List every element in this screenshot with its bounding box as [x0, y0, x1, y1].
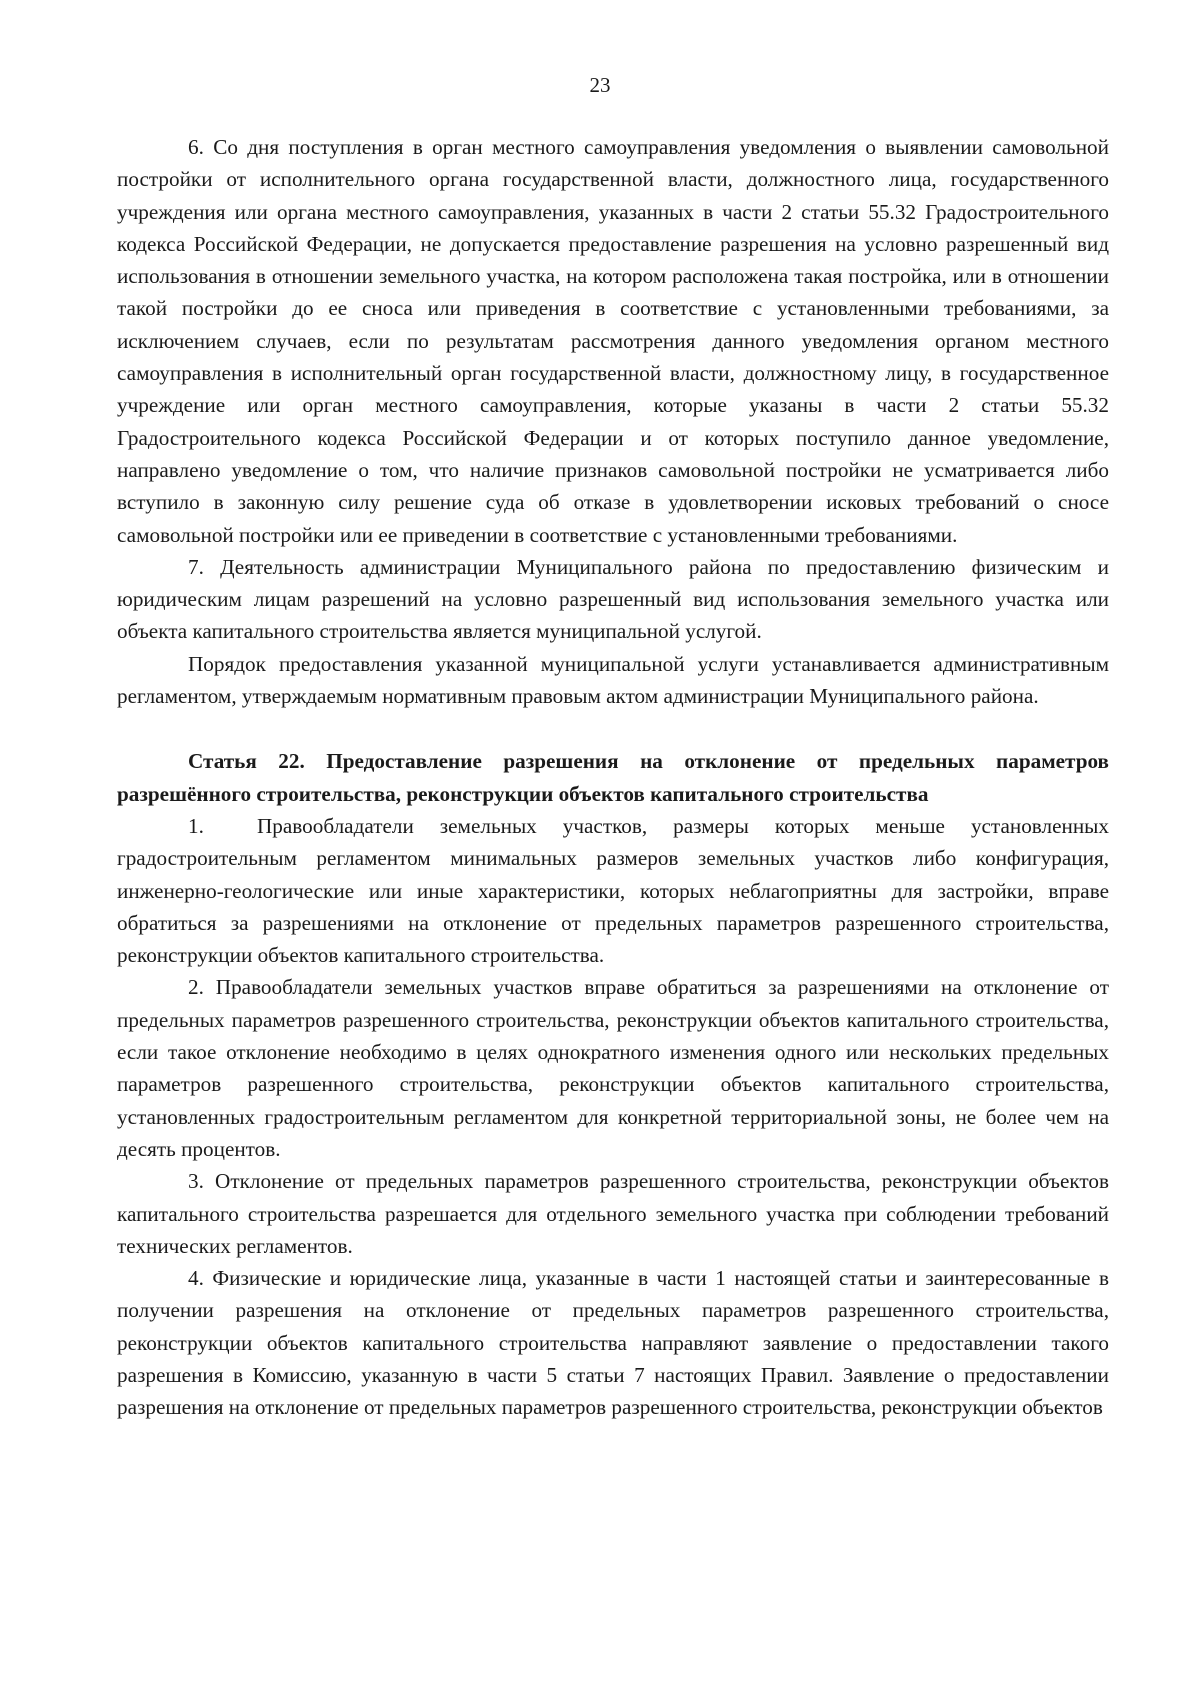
article-item-1 [117, 810, 1109, 971]
page-number: 23 [589, 73, 611, 97]
article-item-3: 3. Отклонение от предельных параметров разрешенного строительства, реконструкции объектов капитального строительства разрешается для отдельного земельного участка при соблюдении требований технических регламентов. [117, 1169, 1109, 1258]
paragraph-procedure: Порядок предоставления указанной муниципальной услуги устанавливается административным регламентом, утверждаемым нормативным правовым актом администрации Муниципального района. [117, 651, 1109, 709]
article-item-2: 2. Правообладатели земельных участков вправе обратиться за разрешениями на отклонение от предельных параметров разрешенного строительства, реконструкции объектов капитального строительства, если такое отклонение необходимо в целях однократного изменения одного или нескольких предельных параметров разрешенного строительства, реконструкции объектов капитального строительства, установленных градостроительным регламентом для конкретной территориальной зоны, не более чем на десять процентов. [117, 975, 1109, 1161]
paragraph-7: 7. Деятельность администрации Муниципального района по предоставлению физическим и юридическим лицам разрешений на условно разрешенный вид использования земельного участка или объекта капитального строительства является муниципальной услугой. [117, 554, 1109, 644]
article-item-1-text: Правообладатели земельных участков, размеры которых меньше установленных градостроительным регламентом минимальных размеров земельных участков либо конфигурация, инженерно-геологические или иные характеристики, которых неблагоприятны для застройки, вправе обратиться за разрешениями на отклонение от предельных параметров разрешенного строительства, реконструкции объектов капитального строительства. [117, 813, 1109, 968]
article-item-1-number: 1. [188, 813, 204, 838]
article-22-heading: Статья 22. Предоставление разрешения на отклонение от предельных параметров разрешённого строительства, реконструкции объектов капитального строительства [117, 749, 1109, 806]
section-spacer [117, 712, 1109, 745]
article-item-4: 4. Физические и юридические лица, указанные в части 1 настоящей статьи и заинтересованные в получении разрешения на отклонение от предельных параметров разрешенного строительства, реконструкции объектов капитального строительства направляют заявление о предоставлении такого разрешения в Комиссию, указанную в части 5 статьи 7 настоящих Правил. Заявление о предоставлении разрешения на отклонение от предельных параметров разрешенного строительства, реконструкции объектов [117, 1266, 1109, 1420]
paragraph-6: 6. Со дня поступления в орган местного самоуправления уведомления о выявлении самовольной постройки от исполнительного органа государственной власти, должностного лица, государственного учреждения или органа местного самоуправления, указанных в части 2 статьи 55.32 Градостроительного кодекса Российской Федерации, не допускается предоставление разрешения на условно разрешенный вид использования в отношении земельного участка, на котором расположена такая постройка, или в отношении такой постройки до ее сноса или приведения в соответствие с установленными требованиями, за исключением случаев, если по результатам рассмотрения данного уведомления органом местного самоуправления в исполнительный орган государственной власти, должностному лицу, в государственное учреждение или орган местного самоуправления, которые указаны в части 2 статьи 55.32 Градостроительного кодекса Российской Федерации и от которых поступило данное уведомление, направлено уведомление о том, что наличие признаков самовольной постройки не усматривается либо вступило в законную силу решение суда об отказе в удовлетворении исковых требований о сносе самовольной постройки или ее приведении в соответствие с установленными требованиями. [117, 135, 1109, 547]
document-body [117, 131, 1109, 1424]
